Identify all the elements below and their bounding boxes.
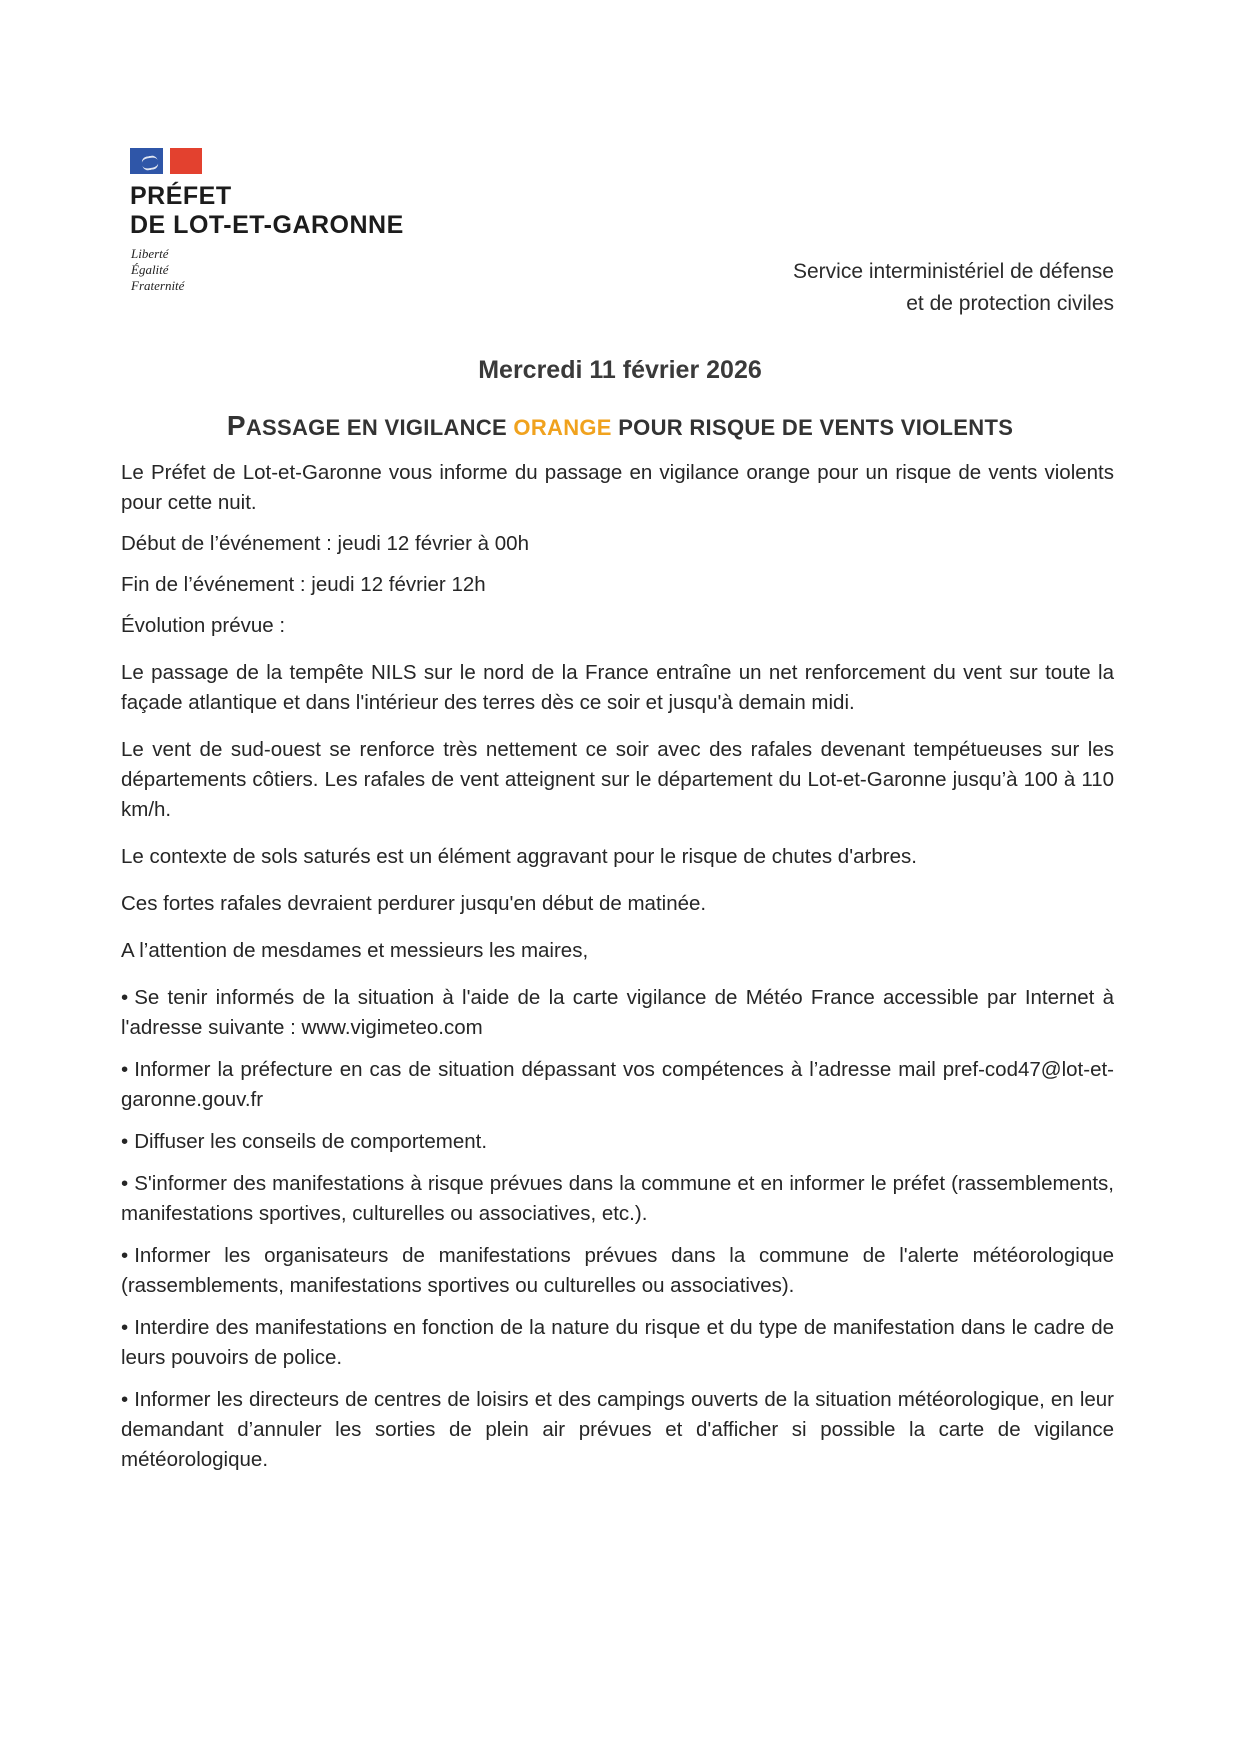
intro-paragraph: Le Préfet de Lot-et-Garonne vous informe du passage en vigilance orange pour un risque de vents violents pour cette nuit.: [121, 461, 1114, 514]
motto-fraternite: Fraternité: [131, 278, 185, 293]
bullet-icon: •: [121, 1130, 129, 1153]
prefecture-logo-text: [130, 182, 404, 240]
marianne-flag-icon: [130, 148, 204, 176]
paragraph-duration: Ces fortes rafales devraient perdurer jusqu'en début de matinée.: [121, 892, 707, 915]
paragraph-soil: Le contexte de sols saturés est un élément aggravant pour le risque de chutes d'arbres.: [121, 845, 917, 868]
bullet-icon: •: [121, 1388, 129, 1411]
bullet-icon: •: [121, 1316, 129, 1339]
paragraph-storm: Le passage de la tempête NILS sur le nord de la France entraîne un net renforcement du vent sur toute la façade atlantique et dans l'intérieur des terres dès ce soir et jusqu'à demain midi.: [121, 661, 1114, 714]
paragraph-mayors: A l’attention de mesdames et messieurs les maires,: [121, 939, 589, 962]
bullet-icon: •: [121, 1244, 129, 1267]
title-part-1: ASSAGE EN VIGILANCE: [245, 415, 514, 440]
bullet-text: Diffuser les conseils de comportement.: [134, 1130, 488, 1153]
event-end: Fin de l’événement : jeudi 12 février 12h: [121, 573, 486, 596]
bullet-item: [121, 983, 1114, 1043]
republic-motto: [131, 246, 184, 294]
document-body: [121, 458, 1114, 1487]
title-first-letter: P: [226, 410, 246, 441]
bullet-item: [121, 1055, 1114, 1115]
service-line-1: Service interministériel de défense: [793, 260, 1114, 283]
flag-blue-panel: [130, 148, 163, 174]
bullet-text: Informer les organisateurs de manifestations prévues dans la commune de l'alerte météorologique (rassemblements, manifestations sportives ou culturelles ou associatives).: [121, 1244, 1114, 1297]
logo-line-2: DE LOT-ET-GARONNE: [130, 211, 404, 239]
service-name: [793, 256, 1114, 320]
logo-line-1: PRÉFET: [130, 182, 232, 210]
bullet-item: [121, 1241, 1114, 1301]
title-highlight-orange: ORANGE: [513, 415, 612, 440]
bullet-text: S'informer des manifestations à risque prévues dans la commune et en informer le préfet (rassemblements, manifestations sportives, culturelles ou associatives, etc.).: [121, 1172, 1114, 1225]
bullet-item: [121, 1169, 1114, 1229]
bullet-text: Interdire des manifestations en fonction de la nature du risque et du type de manifestation dans le cadre de leurs pouvoirs de police.: [121, 1316, 1114, 1369]
service-line-2: et de protection civiles: [906, 292, 1114, 315]
flag-red-panel: [170, 148, 202, 174]
bullet-icon: •: [121, 1172, 129, 1195]
bullet-text: Informer les directeurs de centres de loisirs et des campings ouverts de la situation météorologique, en leur demandant d’annuler les sorties de plein air prévues et d'afficher si possible la carte de vigilance météorologique.: [121, 1388, 1114, 1471]
document-title: [0, 410, 1240, 442]
event-start: Début de l’événement : jeudi 12 février à 00h: [121, 532, 529, 555]
document-date: Mercredi 11 février 2026: [478, 356, 762, 384]
evolution-label: Évolution prévue :: [121, 614, 286, 637]
bullet-item: [121, 1127, 1114, 1157]
motto-egalite: Égalité: [131, 262, 169, 277]
bullet-icon: •: [121, 986, 129, 1009]
bullet-text: Informer la préfecture en cas de situation dépassant vos compétences à l’adresse mail pref-cod47@lot-et-garonne.gouv.fr: [121, 1058, 1114, 1111]
bullet-item: [121, 1313, 1114, 1373]
paragraph-wind: Le vent de sud-ouest se renforce très nettement ce soir avec des rafales devenant tempétueuses sur les départements côtiers. Les rafales de vent atteignent sur le département du Lot-et-Garonne jusqu’à 100 à 110 km/h.: [121, 738, 1114, 821]
bullet-icon: •: [121, 1058, 129, 1081]
motto-liberte: Liberté: [131, 246, 169, 261]
title-part-2: POUR RISQUE DE VENTS VIOLENTS: [611, 415, 1014, 440]
bullet-text: Se tenir informés de la situation à l'aide de la carte vigilance de Météo France accessible par Internet à l'adresse suivante : www.vigimeteo.com: [121, 986, 1114, 1039]
bullet-item: [121, 1385, 1114, 1475]
